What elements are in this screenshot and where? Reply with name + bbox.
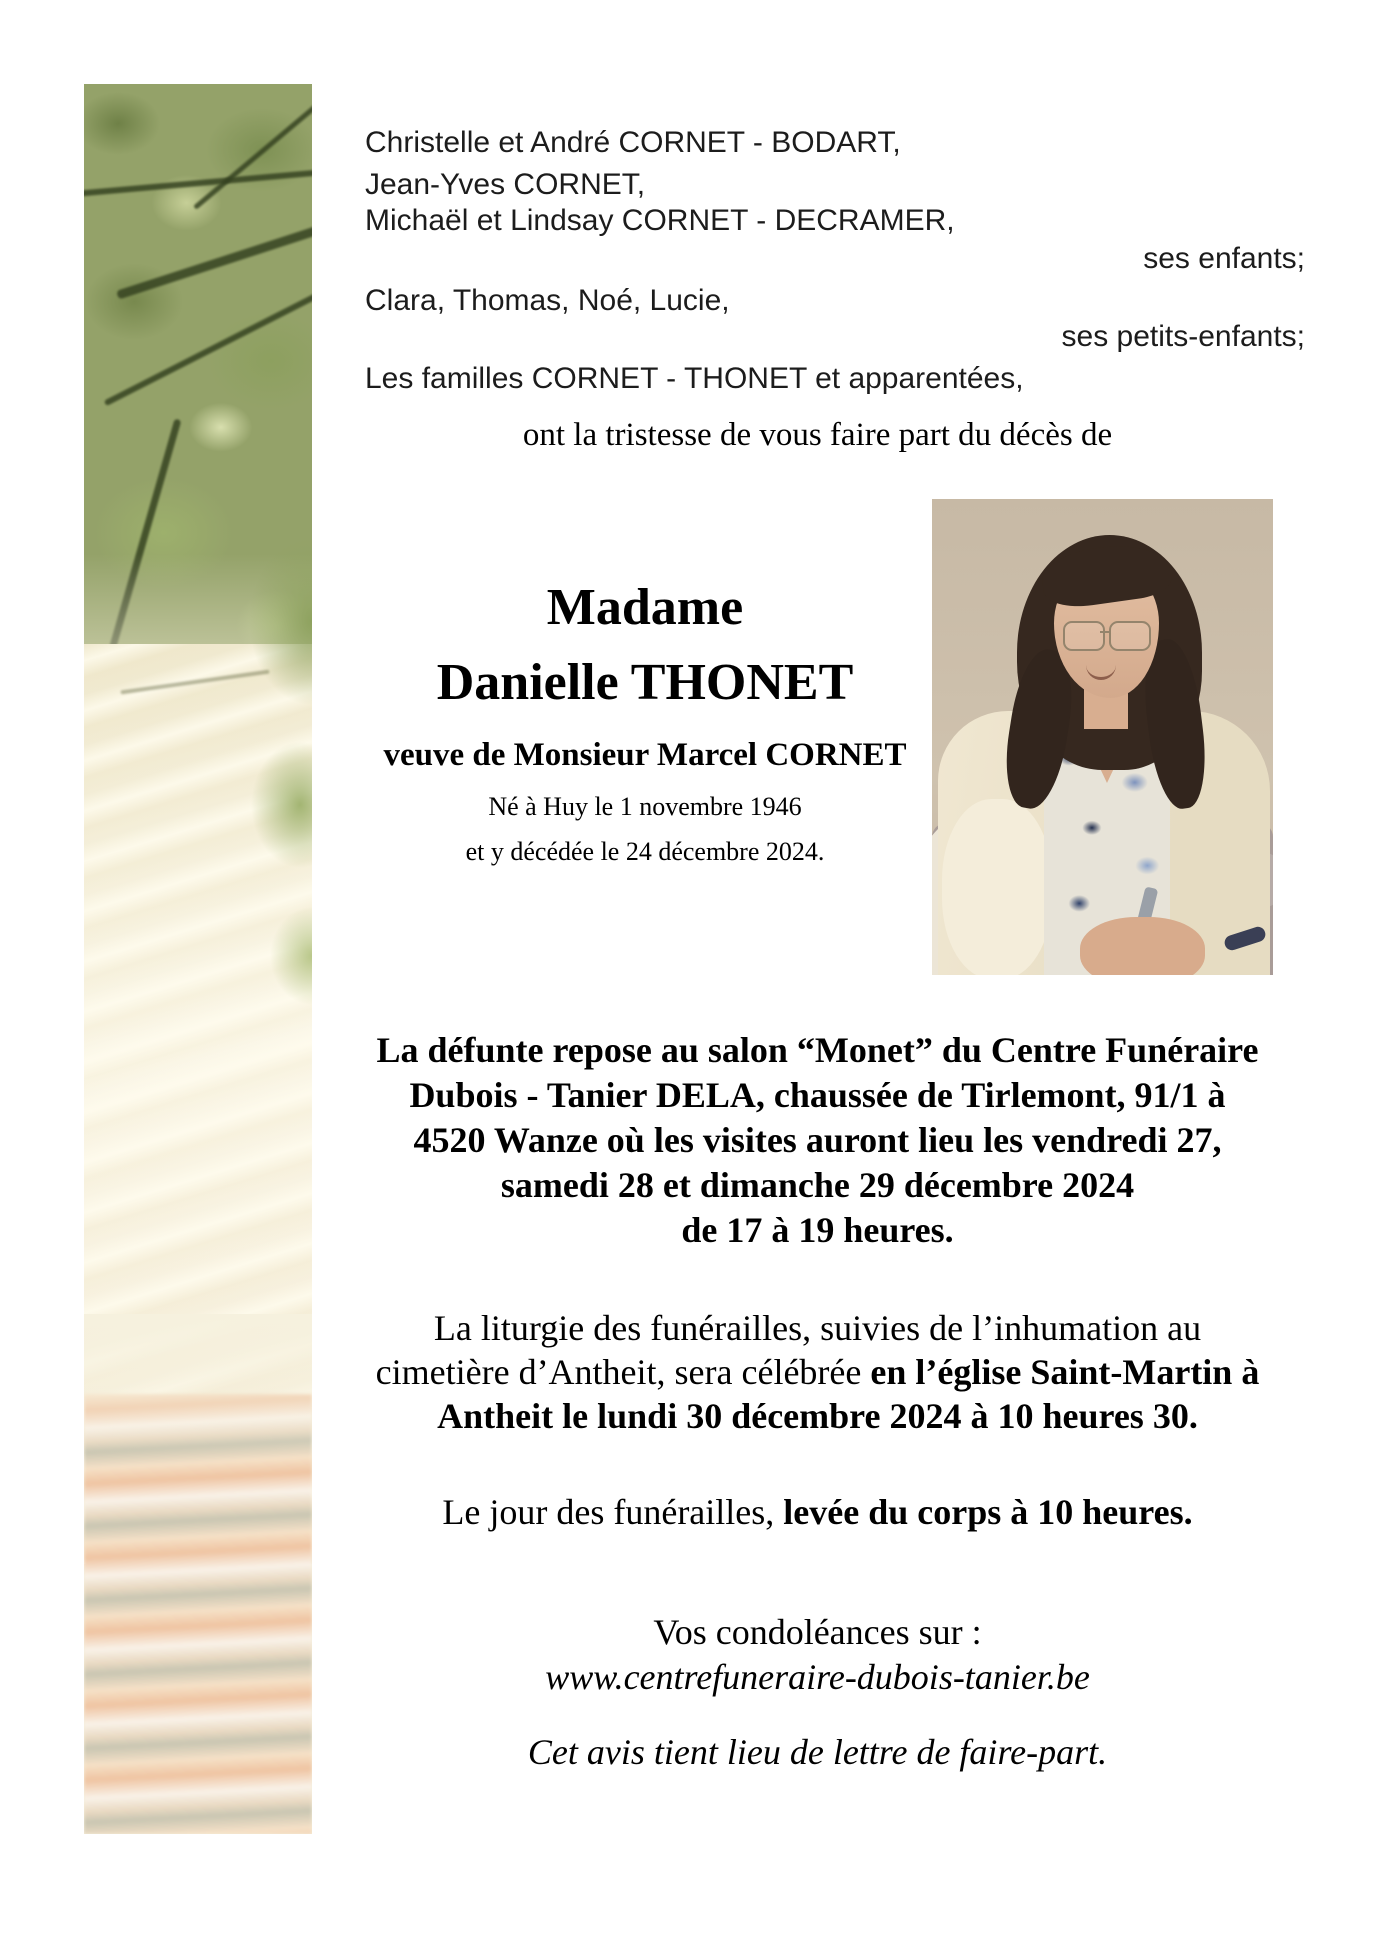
visitation-line: de 17 à 19 heures.	[681, 1210, 954, 1250]
funeral-line-2	[365, 1350, 1270, 1394]
footer-notice: Cet avis tient lieu de lettre de faire-part.	[527, 1732, 1108, 1772]
family-line-children-3: Michaël et Lindsay CORNET - DECRAMER,	[365, 204, 955, 237]
funeral-paragraph	[365, 1306, 1270, 1438]
condolences-label: Vos condoléances sur :	[653, 1612, 982, 1652]
levee-bold: levée du corps à 10 heures.	[783, 1492, 1193, 1532]
photo-glasses-left-lens	[1063, 621, 1105, 651]
children-label: ses enfants;	[1143, 242, 1305, 275]
photo-glasses-bridge	[1100, 631, 1110, 633]
visitation-paragraph	[365, 1028, 1270, 1253]
path-fade	[84, 1314, 312, 1454]
visitation-line: La défunte repose au salon “Monet” du Centre Funéraire	[376, 1030, 1259, 1070]
family-line-children-2: Jean-Yves CORNET,	[365, 168, 646, 201]
grandchildren-label: ses petits-enfants;	[1061, 320, 1305, 353]
levee-line	[365, 1490, 1270, 1534]
visitation-line: samedi 28 et dimanche 29 décembre 2024	[500, 1165, 1135, 1205]
deceased-name: Danielle THONET	[436, 654, 854, 711]
funeral-line-1: La liturgie des funérailles, suivies de l’inhumation au	[433, 1308, 1202, 1348]
foliage-graphic	[162, 524, 312, 1064]
condolences-website[interactable]: www.centrefuneraire-dubois-tanier.be	[545, 1657, 1090, 1697]
deceased-title: Madame	[546, 579, 744, 636]
birth-line: Né à Huy le 1 novembre 1946	[488, 792, 802, 821]
visitation-line: Dubois - Tanier DELA, chaussée de Tirlemont, 91/1 à	[409, 1075, 1226, 1115]
death-line: et y décédée le 24 décembre 2024.	[465, 837, 825, 866]
widow-line: veuve de Monsieur Marcel CORNET	[383, 737, 907, 773]
family-line-relatives: Les familles CORNET - THONET et apparentées,	[365, 362, 1024, 395]
levee-regular: Le jour des funérailles,	[442, 1492, 784, 1532]
path-graphic	[84, 1394, 312, 1834]
portrait-photo	[932, 499, 1273, 975]
family-line-children-1: Christelle et André CORNET - BODART,	[365, 126, 901, 159]
forest-path-image	[84, 84, 312, 1834]
photo-glasses-right-lens	[1109, 621, 1151, 651]
photo-cardigan-highlight	[942, 799, 1052, 975]
funeral-line-2-bold: en l’église Saint-Martin à	[870, 1352, 1260, 1392]
family-line-grandchildren: Clara, Thomas, Noé, Lucie,	[365, 284, 730, 317]
visitation-line: 4520 Wanze où les visites auront lieu les vendredi 27,	[413, 1120, 1222, 1160]
announcement-intro: ont la tristesse de vous faire part du décès de	[522, 417, 1113, 453]
funeral-line-2-regular: cimetière d’Antheit, sera célébrée	[375, 1352, 871, 1392]
funeral-line-3: Antheit le lundi 30 décembre 2024 à 10 heures 30.	[437, 1396, 1198, 1436]
photo-hands	[1080, 917, 1205, 975]
